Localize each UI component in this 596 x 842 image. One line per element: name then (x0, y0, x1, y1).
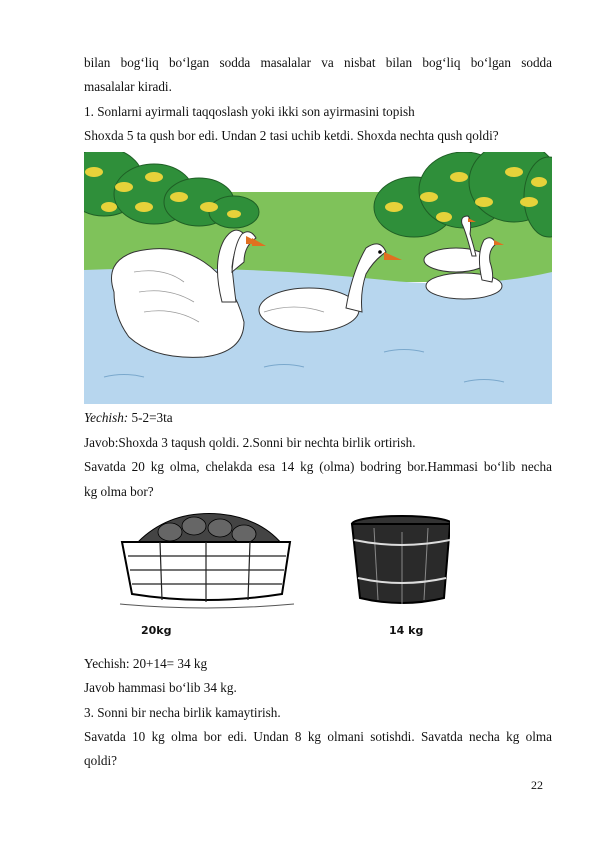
swans-illustration (84, 152, 552, 404)
solution-1-label: Yechish: (84, 410, 129, 425)
answer-2: Javob hammasi bo‘lib 34 kg. (84, 680, 237, 695)
paragraph-line-1: bilan bog‘liq bo‘lgan sodda masalalar va nisbat bilan bog‘liq bo‘lgan sodda (84, 55, 552, 70)
basket-image (122, 514, 290, 602)
bucket-caption: 14 kg (389, 624, 424, 637)
problem-1-text: Shoxda 5 ta qush bor edi. Undan 2 tasi uchib ketdi. Shoxda nechta qush qoldi? (84, 128, 499, 143)
section-heading-3: 3. Sonni bir necha birlik kamaytirish. (84, 705, 281, 720)
bucket-image (352, 516, 450, 604)
solution-1-text: 5-2=3ta (128, 410, 173, 425)
answer-1: Javob:Shoxda 3 taqush qoldi. 2.Sonni bir nechta birlik ortirish. (84, 435, 416, 450)
problem-2-line-2: kg olma bor? (84, 484, 154, 499)
section-heading-1: 1. Sonlarni ayirmali taqqoslash yoki ikki son ayirmasini topish (84, 104, 415, 119)
problem-3-line-1: Savatda 10 kg olma bor edi. Undan 8 kg olmani sotishdi. Savatda necha kg olma (84, 729, 552, 744)
page-number: 22 (531, 778, 543, 792)
baskets-illustration (110, 504, 450, 644)
paragraph-line-2: masalalar kiradi. (84, 79, 172, 94)
solution-1 (84, 410, 552, 426)
problem-2-line-1: Savatda 20 kg olma, chelakda esa 14 kg (olma) bodring bor.Hammasi bo‘lib necha (84, 459, 552, 474)
solution-2: Yechish: 20+14= 34 kg (84, 656, 208, 671)
problem-3-line-2: qoldi? (84, 753, 117, 768)
basket-caption: 20kg (141, 624, 172, 637)
